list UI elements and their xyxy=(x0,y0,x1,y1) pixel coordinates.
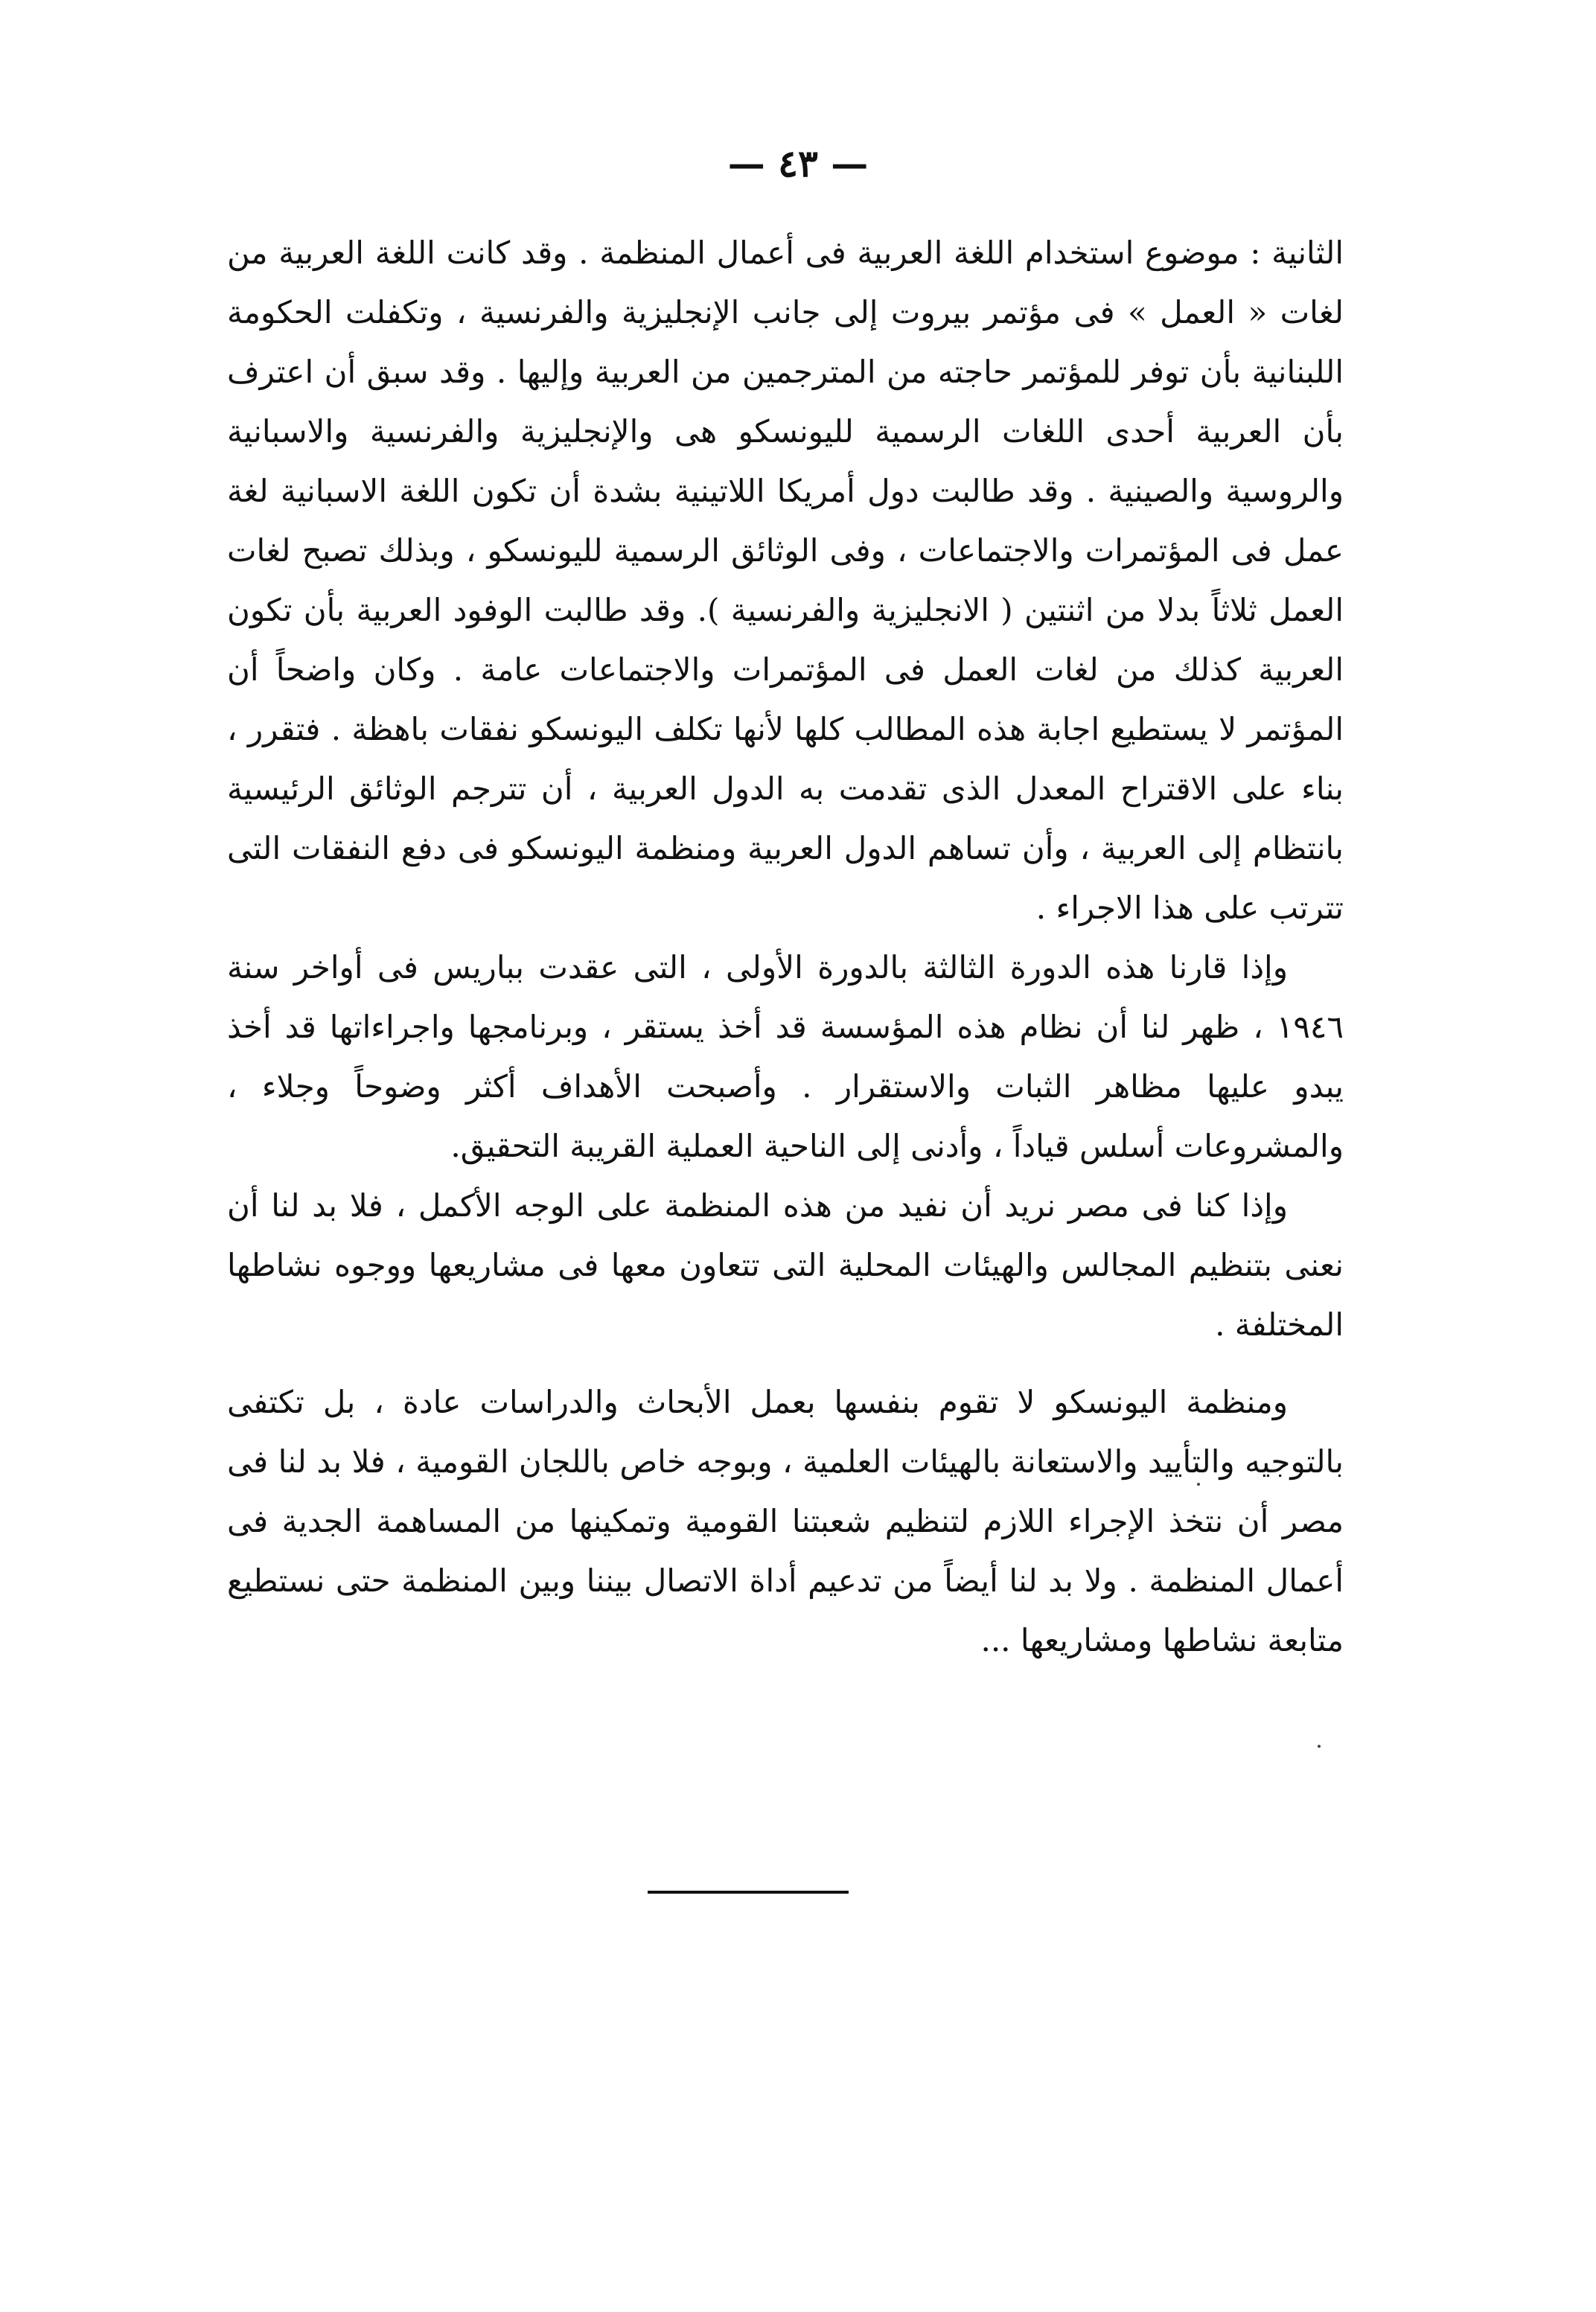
paragraph-4: ومنظمة اليونسكو لا تقوم بنفسها بعمل الأبحاث والدراسات عادة ، بل تكتفى بالتوجيه والتأييد والاستعانة بالهيئات العلمية ، وبوجه خاص باللجان القومية ، فلا بد لنا فى مصر أن نتخذ الإجراء اللازم لتنظيم شعبتنا القومية وتمكينها من المساهمة الجدية فى أعمال المنظمة . ولا بد لنا أيضاً من تدعيم أداة الاتصال بيننا وبين المنظمة حتى نستطيع متابعة نشاطها ومشاريعها ... xyxy=(227,1384,1344,1658)
body-text xyxy=(227,223,1344,1670)
page-number: — ٤٣ — xyxy=(727,141,869,185)
paragraph-2: وإذا قارنا هذه الدورة الثالثة بالدورة الأولى ، التى عقدت بباريس فى أواخر سنة ١٩٤٦ ، ظهر لنا أن نظام هذه المؤسسة قد أخذ يستقر ، وبرنامجها واجراءاتها قد أخذ يبدو عليها مظاهر الثبات والاستقرار . وأصبحت الأهداف أكثر وضوحاً وجلاء ، والمشروعات أسلس قياداً ، وأدنى إلى الناحية العملية القريبة التحقيق. xyxy=(227,949,1344,1164)
paragraph-1: الثانية : موضوع استخدام اللغة العربية فى أعمال المنظمة . وقد كانت اللغة العربية من لغات « العمل » فى مؤتمر بيروت إلى جانب الإنجليزية والفرنسية ، وتكفلت الحكومة اللبنانية بأن توفر للمؤتمر حاجته من المترجمين من العربية وإليها . وقد سبق أن اعترف بأن العربية أحدى اللغات الرسمية لليونسكو هى والإنجليزية والفرنسية والاسبانية والروسية والصينية . وقد طالبت دول أمريكا اللاتينية بشدة أن تكون اللغة الاسبانية لغة عمل فى المؤتمرات والاجتماعات ، وفى الوثائق الرسمية لليونسكو ، وبذلك تصبح لغات العمل ثلاثاً بدلا من اثنتين ( الانجليزية والفرنسية ). وقد طالبت الوفود العربية بأن تكون العربية كذلك من لغات العمل فى المؤتمرات والاجتماعات عامة . وكان واضحاً أن المؤتمر لا يستطيع اجابة هذه المطالب كلها لأنها تكلف اليونسكو نفقات باهظة . فتقرر ، بناء على الاقتراح المعدل الذى تقدمت به الدول العربية ، أن تترجم الوثائق الرئيسية بانتظام إلى العربية ، وأن تساهم الدول العربية ومنظمة اليونسكو فى دفع النفقات التى تترتب على هذا الاجراء . xyxy=(227,234,1344,926)
scan-speck xyxy=(1197,1483,1200,1486)
closing-rule xyxy=(648,1891,849,1894)
paragraph-3: وإذا كنا فى مصر نريد أن نفيد من هذه المنظمة على الوجه الأكمل ، فلا بد لنا أن نعنى بتنظيم المجالس والهيئات المحلية التى تتعاون معها فى مشاريعها ووجوه نشاطها المختلفة . xyxy=(227,1187,1344,1343)
scan-speck xyxy=(1318,1745,1321,1748)
